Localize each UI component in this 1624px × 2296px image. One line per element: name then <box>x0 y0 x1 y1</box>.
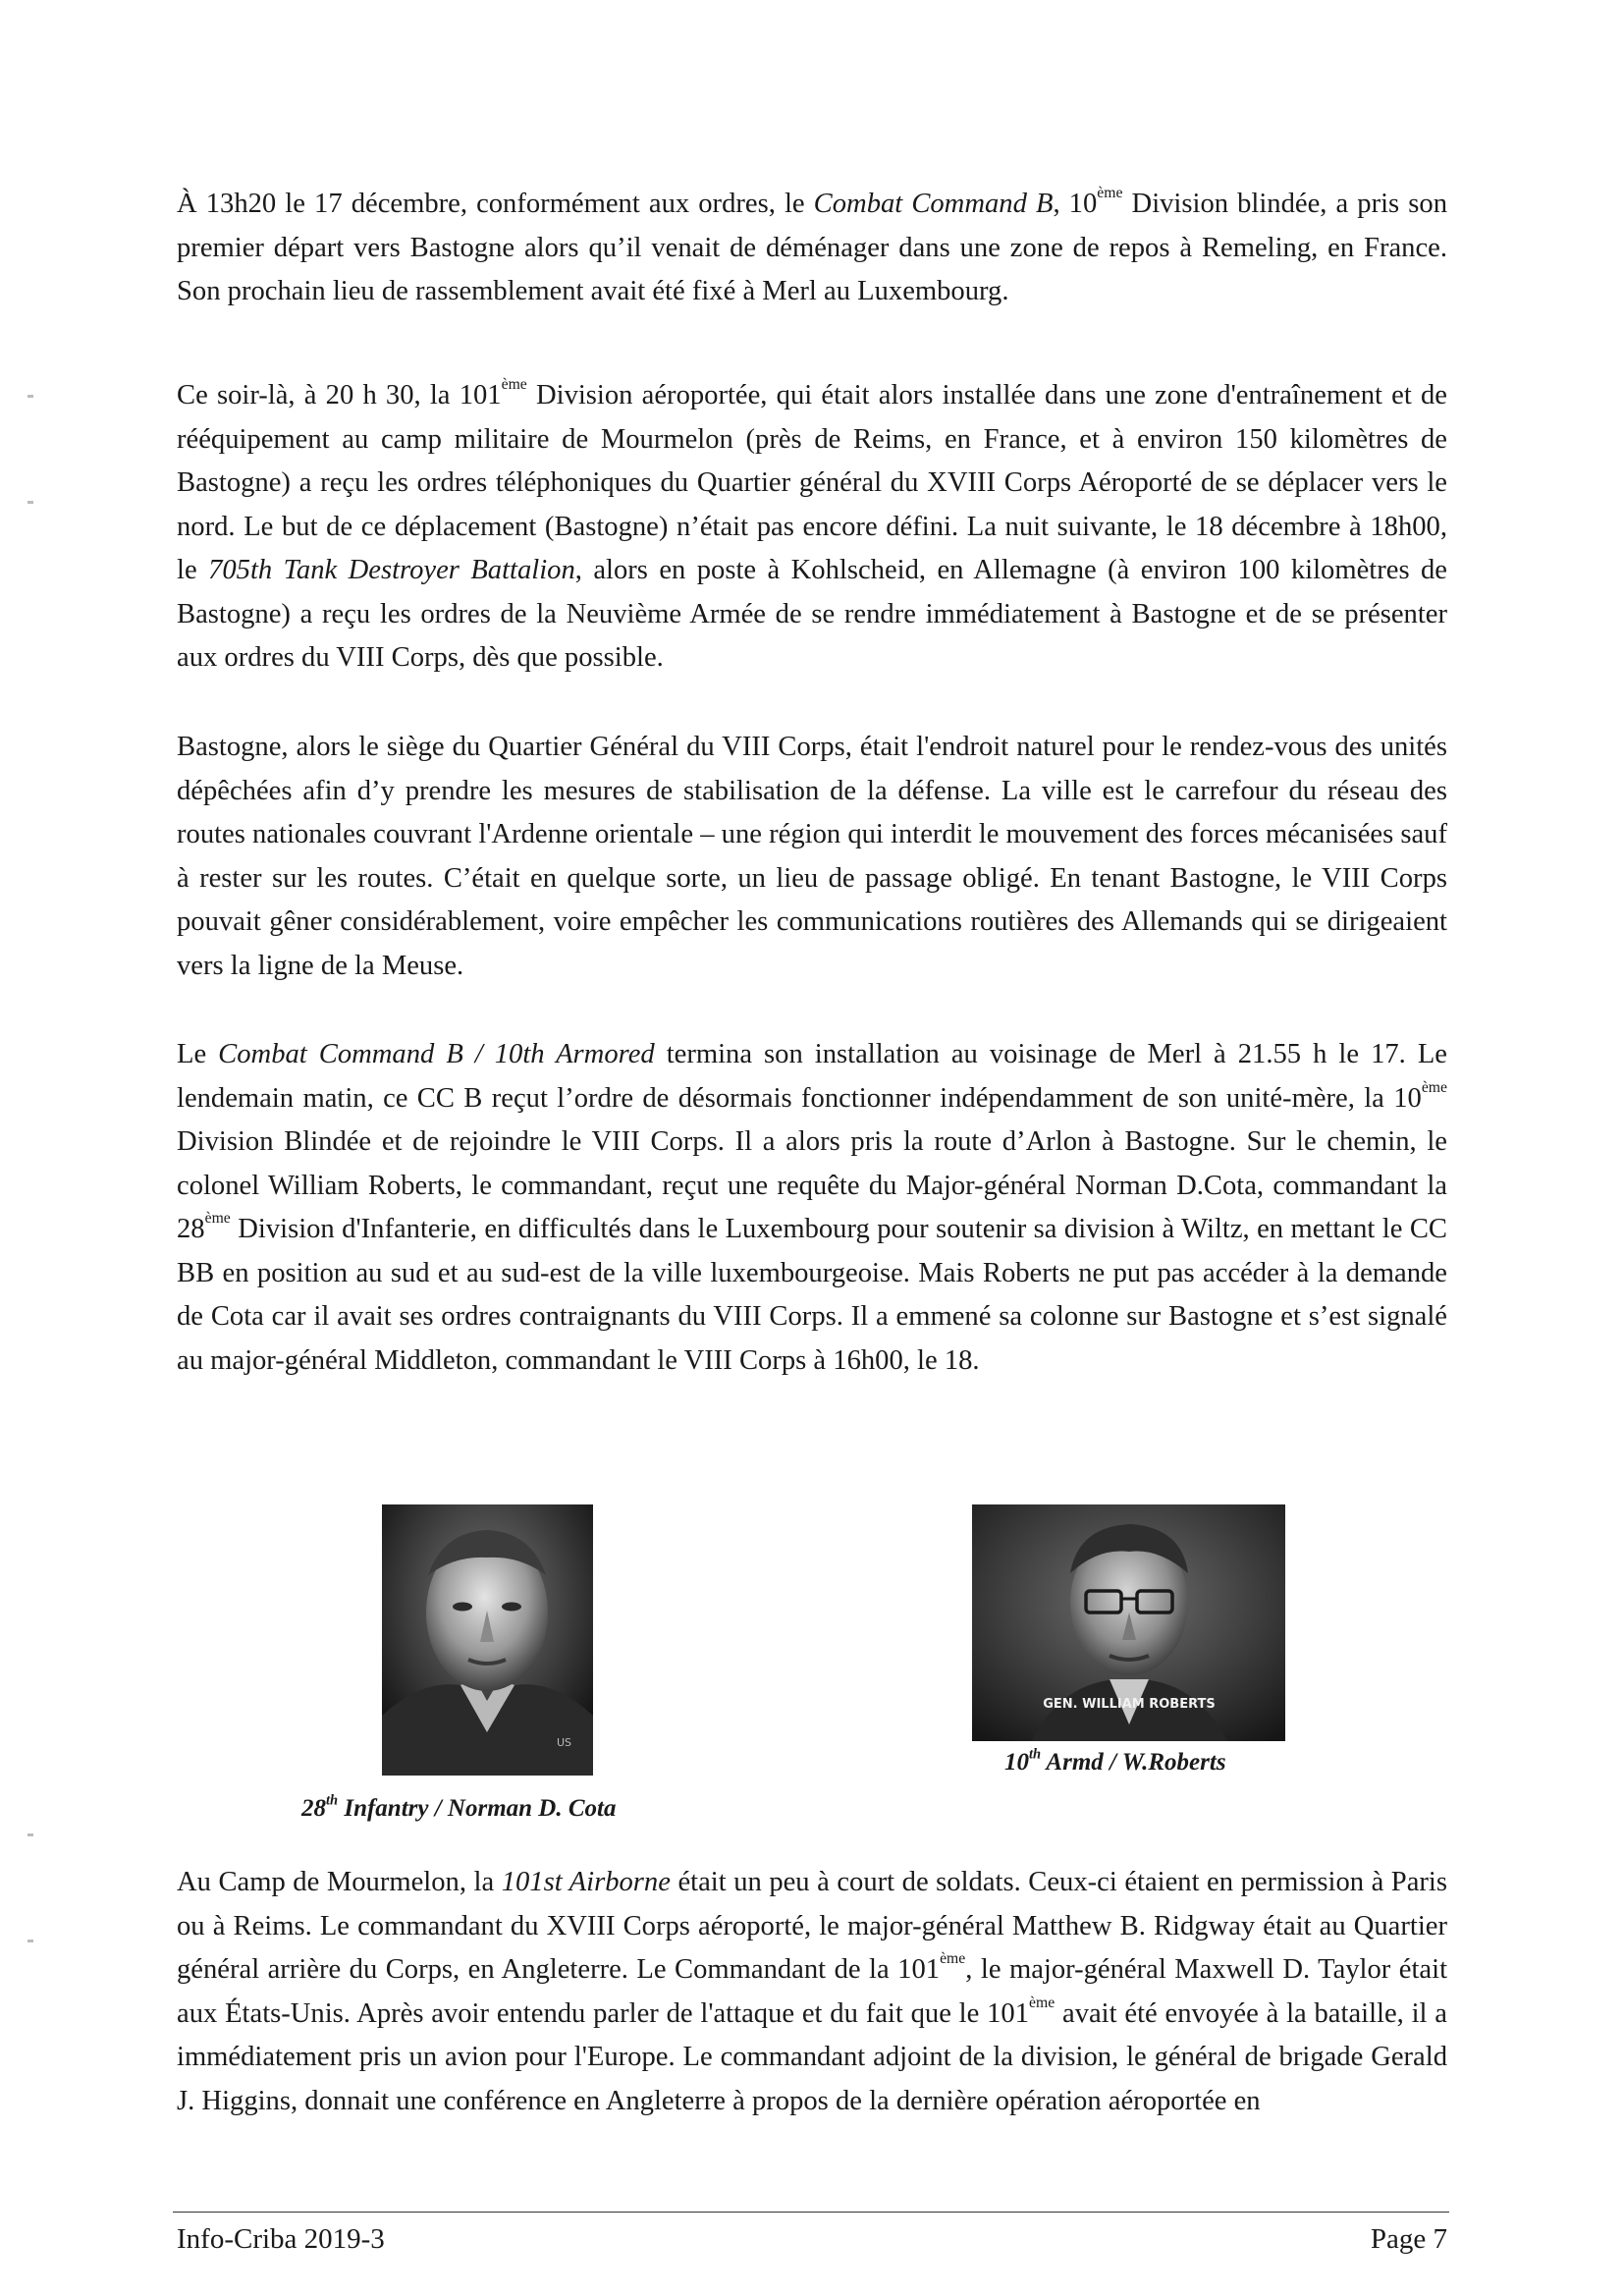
photo-william-roberts <box>972 1504 1285 1741</box>
text-run: avait été envoyée à la bataille, il a immédiatement pris un avion pour l'Europe. Le commandant adjoint de la division, le général de brigade Gerald J. Higgins, donnait une conférence en Angleterre à propos de la dernière opération aéroportée en <box>177 1997 1447 2116</box>
text-run: , le major-général Maxwell D. Taylor était aux États-Unis. Après avoir entendu parler de l'attaque et du fait que le 101 <box>177 1954 1448 2029</box>
paragraph-5 <box>177 1861 1447 2123</box>
text-run: Division blindée, a pris son premier départ vers Bastogne alors qu’il venait de déménager dans une zone de repos à Remeling, en France. Son prochain lieu de rassemblement avait été fixé à Merl au Luxembourg. <box>177 189 1447 306</box>
paragraph-1 <box>177 183 1447 314</box>
text-run: Bastogne, alors le siège du Quartier Général du VIII Corps, était l'endroit naturel pour le rendez-vous des unités dépêchées afin d’y prendre les mesures de stabilisation de la défense. La ville est le carrefour du réseau des routes nationales couvrant l'Ardenne orientale – une région qui interdit le mouvement des forces mécanisées sauf à rester sur les routes. C’était en quelque sorte, un lieu de passage obligé. En tenant Bastogne, le VIII Corps pouvait gêner considérablement, voire empêcher les communications routières des Allemands qui se dirigeaient vers la ligne de la Meuse. <box>177 732 1447 981</box>
italic-text: 705th Tank Destroyer Battalion <box>208 555 575 585</box>
text-run: , 10 <box>1053 189 1098 219</box>
superscript: ème <box>1097 185 1123 202</box>
name-overlay: GEN. WILLIAM ROBERTS <box>1043 1697 1216 1712</box>
text-run: À 13h20 le 17 décembre, conformément aux ordres, le <box>177 189 814 219</box>
paragraph-2 <box>177 374 1447 681</box>
text-run: Au Camp de Mourmelon, la <box>177 1867 502 1897</box>
portrait-roberts-image <box>972 1504 1285 1741</box>
caption-william-roberts: 10th Armd / W.Roberts <box>1004 1746 1226 1776</box>
paragraph-3 <box>177 726 1447 988</box>
scan-mark <box>27 395 33 398</box>
text-run: Division Blindée et de rejoindre le VIII Corps. Il a alors pris la route d’Arlon à Bastogne. Sur le chemin, le colonel William Roberts, le commandant, reçut une requête du Major-général Norman D.Cota, commandant la 28 <box>177 1126 1447 1244</box>
footer-page-number: Page 7 <box>1370 2223 1447 2255</box>
caption-norman-cota: 28th Infantry / Norman D. Cota <box>301 1792 617 1822</box>
photo-norman-cota <box>382 1504 593 1776</box>
text-run: Le <box>177 1039 219 1069</box>
collar-insignia: US <box>557 1736 572 1749</box>
portrait-cota-image <box>382 1504 593 1776</box>
text-run: termina son installation au voisinage de Merl à 21.55 h le 17. Le lendemain matin, ce CC B reçut l’ordre de désormais fonctionner indépendamment de son unité-mère, la 10 <box>177 1039 1447 1114</box>
superscript: ème <box>1421 1078 1447 1096</box>
footer-publication: Info-Criba 2019-3 <box>177 2223 385 2255</box>
text-run: Ce soir-là, à 20 h 30, la 101 <box>177 380 502 410</box>
text-run: était un peu à court de soldats. Ceux-ci étaient en permission à Paris ou à Reims. Le commandant du XVIII Corps aéroporté, le major-général Matthew B. Ridgway était au Quartier général arrière du Corps, en Angleterre. Le Commandant de la 101 <box>177 1867 1447 1985</box>
italic-text: Combat Command B <box>813 189 1054 219</box>
scan-mark <box>27 1940 33 1942</box>
scan-mark <box>27 501 33 504</box>
superscript: ème <box>204 1210 231 1228</box>
footer-divider <box>173 2212 1449 2213</box>
italic-text: Combat Command B / 10th Armored <box>218 1039 655 1069</box>
text-run: Division d'Infanterie, en difficultés dans le Luxembourg pour soutenir sa division à Wiltz, en mettant le CC BB en position au sud et au sud-est de la ville luxembourgeoise. Mais Roberts ne put pas accéder à la demande de Cota car il avait ses ordres contraignants du VIII Corps. Il a emmené sa colonne sur Bastogne et s’est signalé au major-général Middleton, commandant le VIII Corps à 16h00, le 18. <box>177 1214 1447 1376</box>
scan-mark <box>27 1833 33 1836</box>
superscript: ème <box>940 1950 966 1968</box>
text-run: , alors en poste à Kohlscheid, en Allemagne (à environ 100 kilomètres de Bastogne) a reçu les ordres de la Neuvième Armée de se rendre immédiatement à Bastogne et de se présenter aux ordres du VIII Corps, dès que possible. <box>177 555 1447 673</box>
text-run: Division aéroportée, qui était alors installée dans une zone d'entraînement et de rééquipement au camp militaire de Mourmelon (près de Reims, en France, et à environ 150 kilomètres de Bastogne) a reçu les ordres téléphoniques du Quartier général du XVIII Corps Aéroporté de se déplacer vers le nord. Le but de ce déplacement (Bastogne) n’était pas encore défini. La nuit suivante, le 18 décembre à 18h00, le <box>177 380 1447 585</box>
superscript: ème <box>501 376 527 394</box>
paragraph-4 <box>177 1033 1447 1383</box>
superscript: ème <box>1029 1994 1056 2011</box>
italic-text: 101st Airborne <box>501 1867 671 1897</box>
